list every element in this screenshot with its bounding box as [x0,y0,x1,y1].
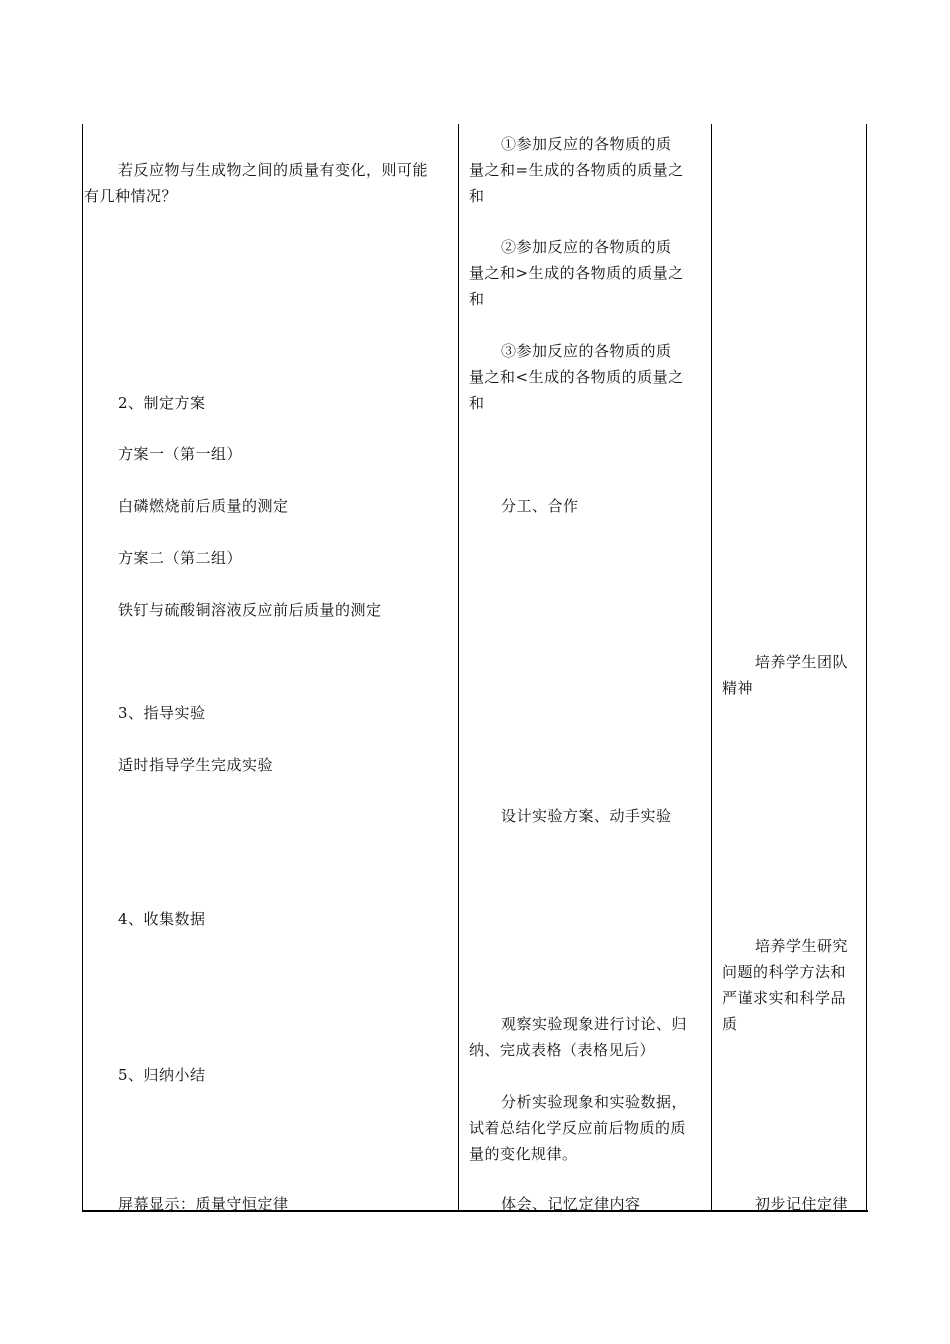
remember-law-text: 体会、记忆定律内容 [501,1195,641,1213]
screen-display-text: 屏幕显示：质量守恒定律 [118,1195,289,1213]
question-text-line2: 有几种情况？ [84,187,178,205]
step-summary-heading: 5、归纳小结 [118,1066,206,1084]
table-border-right [866,124,867,1212]
plan-two-description: 铁钉与硫酸铜溶液反应前后质量的测定 [118,601,382,619]
observe-line2: 纳、完成表格（表格见后） [469,1041,656,1059]
step-guide-description: 适时指导学生完成实验 [118,756,274,774]
analyze-line3: 量的变化规律。 [469,1145,578,1163]
research-line4: 质 [722,1015,738,1033]
column-divider-1 [458,124,459,1212]
case-three-line3: 和 [469,394,485,412]
analyze-line2: 试着总结化学反应前后物质的质 [469,1119,687,1137]
table-border-left [82,124,83,1212]
research-line2: 问题的科学方法和 [722,963,847,981]
case-one-line2: 量之和=生成的各物质的质量之 [469,161,684,179]
plan-one-label: 方案一（第一组） [118,445,243,463]
column-divider-2 [711,124,712,1212]
step-plan-heading: 2、制定方案 [118,394,206,412]
team-spirit-line2: 精神 [722,679,754,697]
step-collect-heading: 4、收集数据 [118,910,206,928]
case-three-line2: 量之和<生成的各物质的质量之 [469,368,684,386]
design-experiment-text: 设计实验方案、动手实验 [501,807,672,825]
research-line3: 严谨求实和科学品 [722,989,847,1007]
plan-two-label: 方案二（第二组） [118,549,243,567]
team-spirit-line1: 培养学生团队 [755,653,849,671]
case-one-line3: 和 [469,187,485,205]
analyze-line1: 分析实验现象和实验数据， [501,1093,688,1111]
research-line1: 培养学生研究 [755,937,849,955]
cooperate-text: 分工、合作 [501,497,579,515]
observe-line1: 观察实验现象进行讨论、归 [501,1015,688,1033]
question-text-line1: 若反应物与生成物之间的质量有变化，则可能 [118,161,429,179]
case-two-line2: 量之和>生成的各物质的质量之 [469,264,684,282]
case-three-line1: ③参加反应的各物质的质 [501,342,672,360]
case-two-line3: 和 [469,290,485,308]
step-guide-heading: 3、指导实验 [118,704,206,722]
plan-one-description: 白磷燃烧前后质量的测定 [118,497,289,515]
case-two-line1: ②参加反应的各物质的质 [501,238,672,256]
case-one-line1: ①参加反应的各物质的质 [501,135,672,153]
law-memory-text: 初步记住定律 [755,1195,849,1213]
